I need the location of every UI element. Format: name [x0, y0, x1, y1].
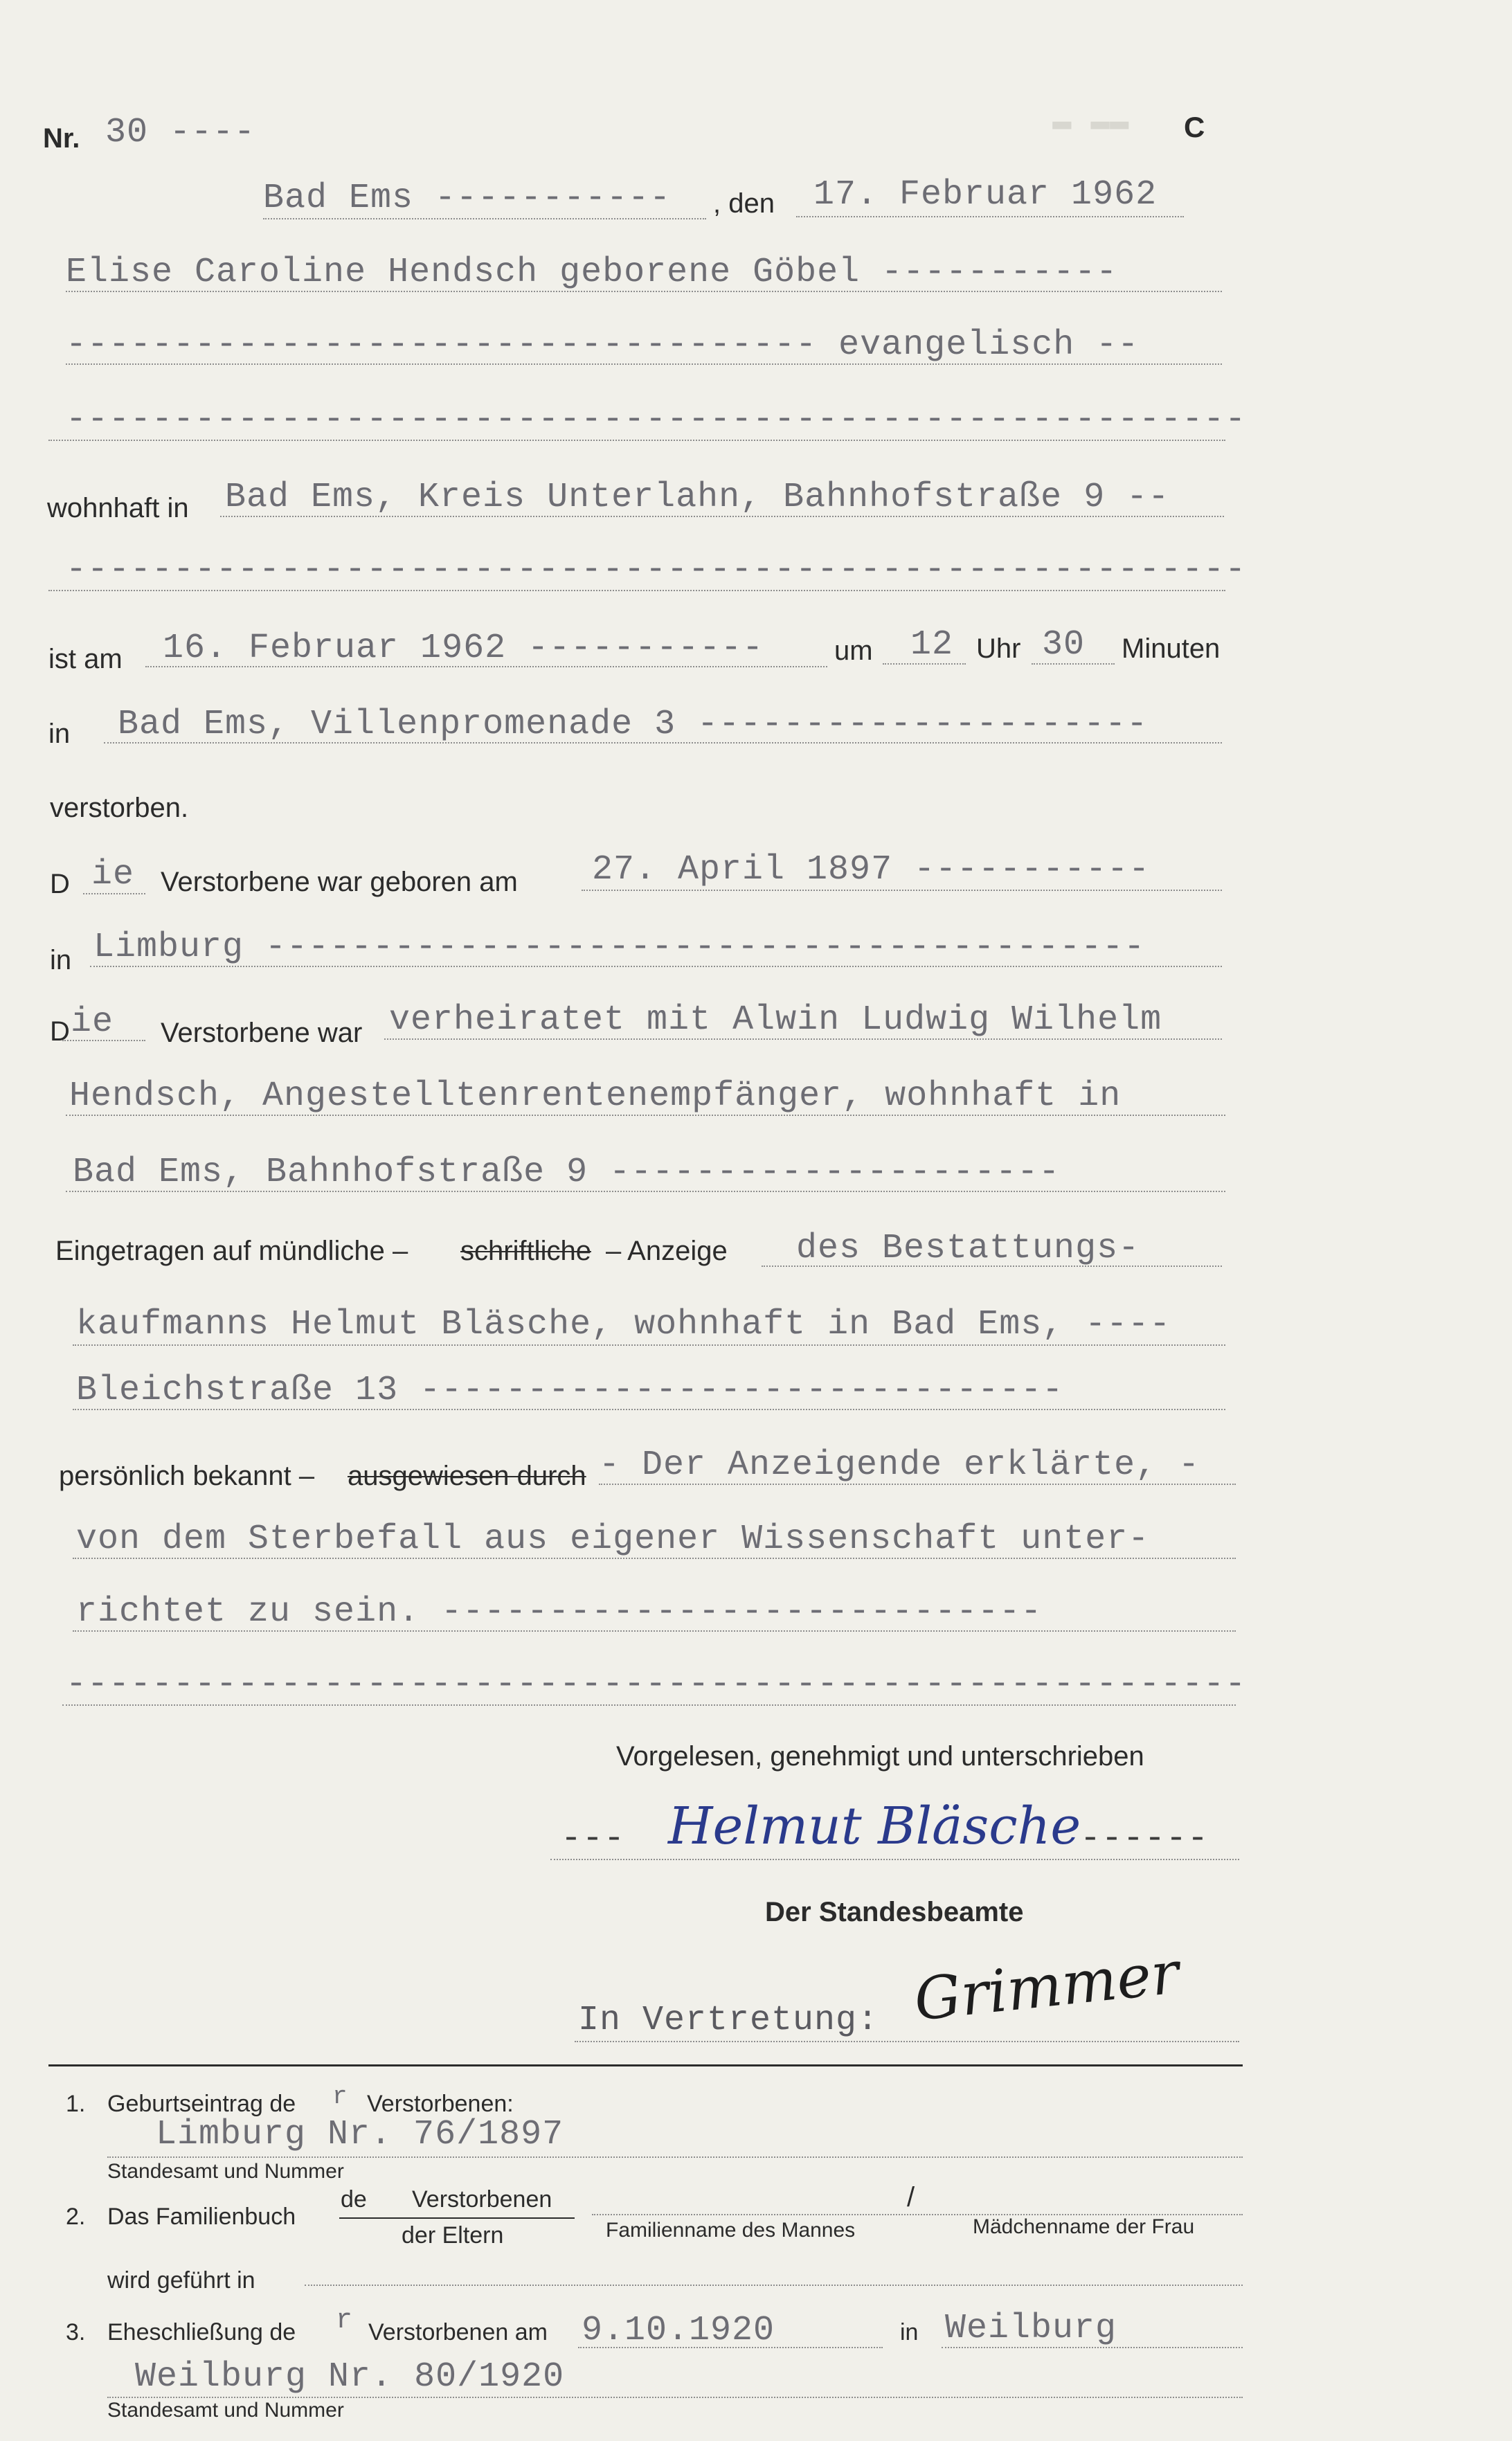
minuten-label: Minuten — [1122, 633, 1221, 664]
informant-line-1: des Bestattungs- — [796, 1229, 1140, 1268]
statement-line-1: - Der Anzeigende erklärte, - — [599, 1445, 1200, 1485]
born-ie: ie — [91, 855, 135, 894]
bleed-through-decoration: ▬ ▬▬ — [1052, 104, 1129, 140]
vorgelesen-label: Vorgelesen, genehmigt und unterschrieben — [616, 1741, 1144, 1772]
item3-in: in — [900, 2319, 919, 2345]
wohnhaft-label: wohnhaft in — [47, 493, 189, 523]
item3-label: Eheschließung de — [107, 2319, 296, 2345]
registration-date: 17. Februar 1962 — [813, 175, 1158, 215]
married-d: D — [50, 1016, 70, 1047]
item3-date: 9.10.1920 — [582, 2311, 775, 2350]
blank-line-3: ------------------------------------------------------- — [66, 1665, 1247, 1704]
death-minutes: 30 — [1042, 625, 1086, 665]
item1-suffix: r — [332, 2082, 348, 2111]
married-line-3: Bad Ems, Bahnhofstraße 9 --------------------- — [73, 1153, 1061, 1192]
item2-eltern: der Eltern — [402, 2222, 504, 2249]
schriftliche-struck-label: schriftliche — [460, 1236, 591, 1266]
married-label: Verstorbene war — [161, 1018, 363, 1048]
nr-label: Nr. — [43, 123, 80, 154]
item1-label: Geburtseintrag de — [107, 2091, 296, 2117]
informant-line-3: Bleichstraße 13 ------------------------------ — [76, 1371, 1064, 1410]
birth-date: 27. April 1897 ----------- — [592, 850, 1151, 890]
item3-num: 3. — [66, 2319, 86, 2345]
birth-place: Limburg ----------------------------------------- — [93, 928, 1146, 967]
item2-verstorbenen: Verstorbenen — [412, 2186, 552, 2213]
residence-address: Bad Ems, Kreis Unterlahn, Bahnhofstraße 9 -- — [225, 478, 1170, 517]
item3-label2: Verstorbenen am — [368, 2319, 548, 2345]
item3-value: Weilburg Nr. 80/1920 — [135, 2357, 565, 2397]
born-d: D — [50, 869, 70, 899]
verstorben-label: verstorben. — [50, 793, 189, 823]
um-label: um — [834, 636, 873, 666]
death-hour: 12 — [910, 625, 954, 665]
footer-divider — [48, 2064, 1243, 2066]
anzeige-label: – Anzeige — [606, 1236, 728, 1266]
item2-frau: Mädchenname der Frau — [973, 2215, 1195, 2238]
birth-in-label: in — [50, 945, 72, 975]
item2-wird: wird geführt in — [107, 2267, 255, 2294]
item2-mann: Familienname des Mannes — [606, 2219, 856, 2242]
death-place: Bad Ems, Villenpromenade 3 --------------------- — [118, 705, 1149, 744]
item2-de: de — [341, 2186, 367, 2213]
item1-label2: Verstorbenen: — [367, 2091, 514, 2117]
ausgewiesen-struck-label: ausgewiesen durch — [348, 1461, 586, 1491]
item3-place: Weilburg — [945, 2309, 1117, 2348]
item2-slash: / — [907, 2182, 915, 2213]
item2-num: 2. — [66, 2204, 86, 2230]
den-label: , den — [713, 188, 775, 219]
item2-fraction-bar — [339, 2217, 575, 2219]
item3-suffix: r — [336, 2305, 354, 2336]
blank-line-2: ------------------------------------------------------- — [66, 550, 1247, 590]
religion-line: ----------------------------------- evangelisch -- — [66, 325, 1140, 365]
item2-label: Das Familienbuch — [107, 2204, 296, 2230]
married-ie: ie — [71, 1002, 114, 1042]
death-date: 16. Februar 1962 ----------- — [163, 629, 764, 668]
uhr-label: Uhr — [976, 633, 1021, 664]
married-line-1: verheiratet mit Alwin Ludwig Wilhelm — [389, 1000, 1162, 1040]
place-of-registration: Bad Ems ----------- — [263, 179, 672, 218]
blank-line-1: ------------------------------------------------------- — [66, 400, 1247, 440]
item1-sub: Standesamt und Nummer — [107, 2160, 344, 2183]
vertretung-label: In Vertretung: — [578, 2001, 879, 2040]
item1-num: 1. — [66, 2091, 86, 2117]
married-line-2: Hendsch, Angestelltenrentenempfänger, wohnhaft in — [69, 1077, 1122, 1116]
statement-line-2: von dem Sterbefall aus eigener Wissenschaft unter- — [76, 1520, 1150, 1559]
bekannt-label: persönlich bekannt – — [59, 1461, 315, 1491]
series-letter: C — [1184, 111, 1205, 143]
informant-signature: Helmut Bläsche — [668, 1796, 1081, 1856]
registrar-signature: Grimmer — [910, 1938, 1182, 2034]
eingetragen-label: Eingetragen auf mündliche – — [55, 1236, 408, 1266]
death-in-label: in — [48, 719, 71, 749]
item3-sub: Standesamt und Nummer — [107, 2399, 344, 2422]
informant-line-2: kaufmanns Helmut Bläsche, wohnhaft in Bad Ems, ---- — [76, 1305, 1171, 1344]
signature-dashes-left: --- — [561, 1819, 626, 1859]
statement-line-3: richtet zu sein. ---------------------------- — [76, 1592, 1043, 1632]
nr-value: 30 ---- — [105, 113, 256, 152]
born-label: Verstorbene war geboren am — [161, 867, 518, 897]
item1-value: Limburg Nr. 76/1897 — [156, 2115, 564, 2154]
registrar-label: Der Standesbeamte — [765, 1897, 1024, 1927]
signature-dashes-right: ------ — [1080, 1819, 1209, 1859]
deceased-name: Elise Caroline Hendsch geborene Göbel ----------- — [66, 253, 1118, 292]
ist-am-label: ist am — [48, 644, 123, 674]
